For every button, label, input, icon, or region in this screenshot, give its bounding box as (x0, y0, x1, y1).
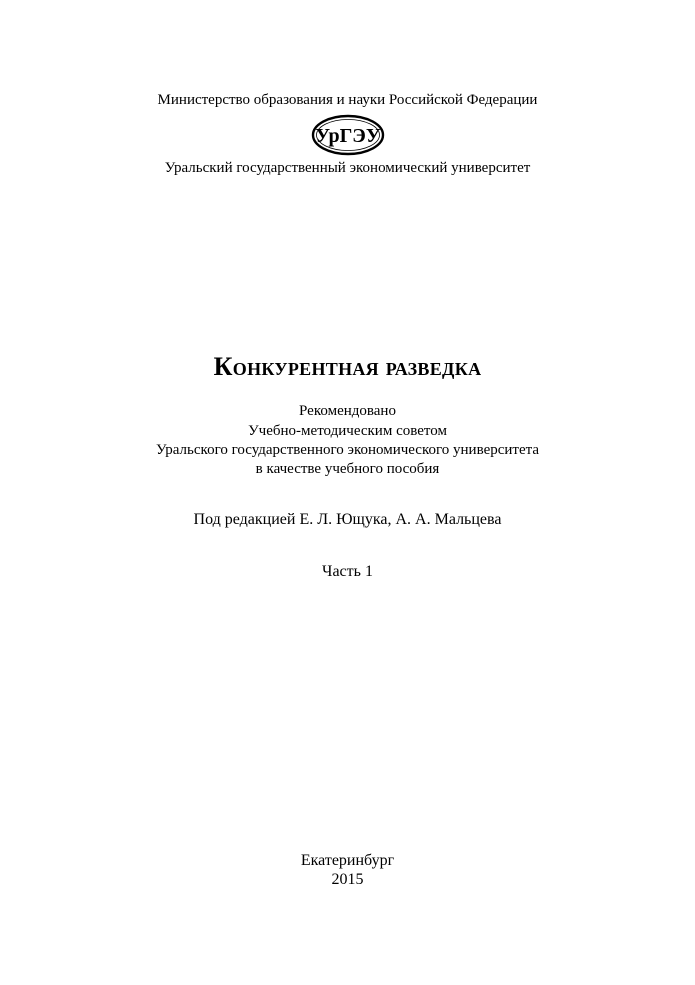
university-name: Уральский государственный экономический университет (164, 160, 531, 176)
publication-city: Екатеринбург (300, 852, 395, 869)
recommendation-line-2: Учебно-методическим советом (248, 423, 447, 439)
part-number: Часть 1 (322, 563, 373, 580)
editors-line: Под редакцией Е. Л. Ющука, А. А. Мальцева (193, 511, 502, 528)
recommendation-line-1: Рекомендовано (299, 403, 396, 419)
publication-year: 2015 (331, 871, 364, 888)
logo-text: УрГЭУ (315, 125, 381, 147)
university-logo (311, 114, 385, 156)
document-title: Конкурентная разведка (213, 352, 482, 381)
recommendation-line-3: Уральского государственного экономического университета (155, 442, 540, 458)
recommendation-line-4: в качестве учебного пособия (255, 461, 440, 477)
ministry-name: Министерство образования и науки Российской Федерации (157, 92, 538, 108)
urgeu-logo-icon (311, 114, 385, 156)
